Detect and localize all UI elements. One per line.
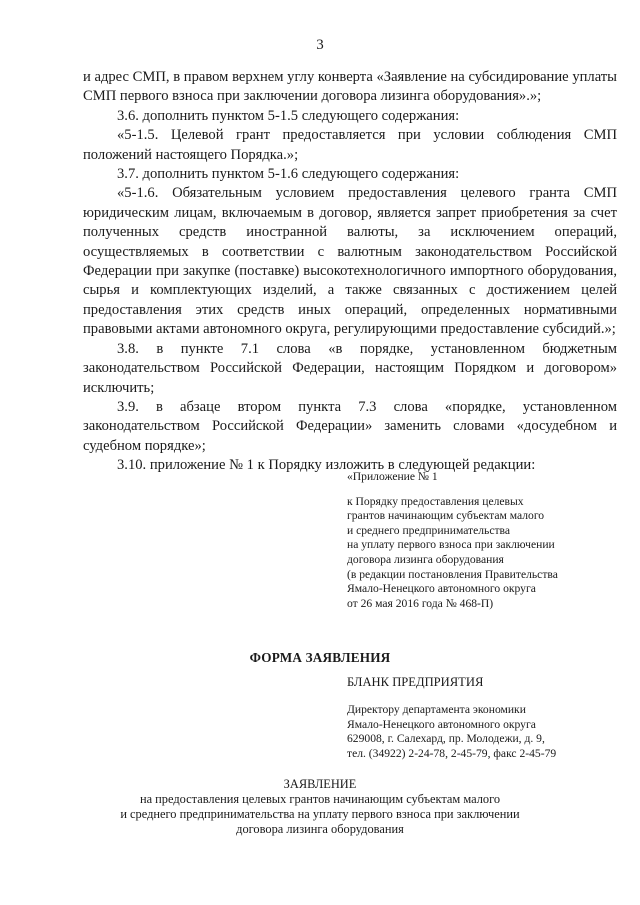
appendix-line: Ямало-Ненецкого автономного округа — [347, 582, 536, 596]
paragraph: 3.9. в абзаце втором пункта 7.3 слова «порядке, установленном законодательством Российской Федерации» заменить словами «досудебном и судебном порядке»; — [83, 398, 617, 454]
appendix-line: (в редакции постановления Правительства — [347, 567, 558, 581]
page-number: 3 — [316, 37, 324, 53]
appendix-line: от 26 мая 2016 года № 468-П) — [347, 596, 494, 610]
paragraph: и адрес СМП, в правом верхнем углу конверта «Заявление на субсидирование уплаты СМП первого взноса при заключении договора лизинга оборудования».»; — [83, 69, 617, 105]
appendix-line: к Порядку предоставления целевых — [347, 494, 524, 508]
address-line: 629008, г. Салехард, пр. Молодежи, д. 9, — [347, 732, 545, 746]
appendix-line: и среднего предпринимательства — [347, 523, 511, 537]
application-heading — [0, 777, 640, 837]
paragraph: 3.6. дополнить пунктом 5-1.5 следующего содержания: — [117, 107, 460, 124]
appendix-line: договора лизинга оборудования — [347, 552, 504, 566]
recipient-address — [347, 703, 556, 761]
application-line: на предоставления целевых грантов начинающим субъектам малого — [139, 792, 501, 806]
address-line: Ямало-Ненецкого автономного округа — [347, 717, 536, 731]
address-line: тел. (34922) 2-24-78, 2-45-79, факс 2-45-79 — [347, 746, 557, 760]
appendix-title: «Приложение № 1 — [347, 470, 438, 483]
paragraph: 3.7. дополнить пунктом 5-1.6 следующего содержания: — [117, 166, 460, 183]
application-line: договора лизинга оборудования — [236, 822, 404, 836]
application-title: ЗАЯВЛЕНИЕ — [283, 777, 357, 791]
appendix-line: на уплату первого взноса при заключении — [347, 538, 555, 552]
appendix-heading — [347, 470, 617, 611]
paragraph: 3.8. в пункте 7.1 слова «в порядке, установленном бюджетным законодательством Российской Федерации, настоящим Порядком и договором» исключить; — [83, 340, 617, 396]
paragraph: «5-1.5. Целевой грант предоставляется при условии соблюдения СМП положений настоящего Порядка.»; — [83, 127, 617, 163]
form-title: ФОРМА ЗАЯВЛЕНИЯ — [249, 650, 391, 665]
paragraph: «5-1.6. Обязательным условием предоставления целевого гранта СМП юридическим лицам, включаемым в договор, является запрет приобретения за счет полученных средств иностранной валюты, за исключением операций, осуществляемых в соответствии с валютным законодательством Российской Федерации при закупке (поставке) высокотехнологичного импортного оборудования, сырья и комплектующих изделий, а также связанных с достижением целей предоставления этих средств иных операций, определенных нормативными правовыми актами автономного округа, регулирующими предоставление субсидий.»; — [83, 185, 617, 338]
document-body — [83, 68, 617, 476]
address-line: Директору департамента экономики — [347, 703, 526, 716]
paragraph: 3.10. приложение № 1 к Порядку изложить в следующей редакции: — [117, 457, 536, 474]
application-line: и среднего предпринимательства на уплату первого взноса при заключении — [120, 807, 520, 821]
company-letterhead-label: БЛАНК ПРЕДПРИЯТИЯ — [347, 675, 484, 689]
appendix-line: грантов начинающим субъектам малого — [347, 509, 545, 523]
